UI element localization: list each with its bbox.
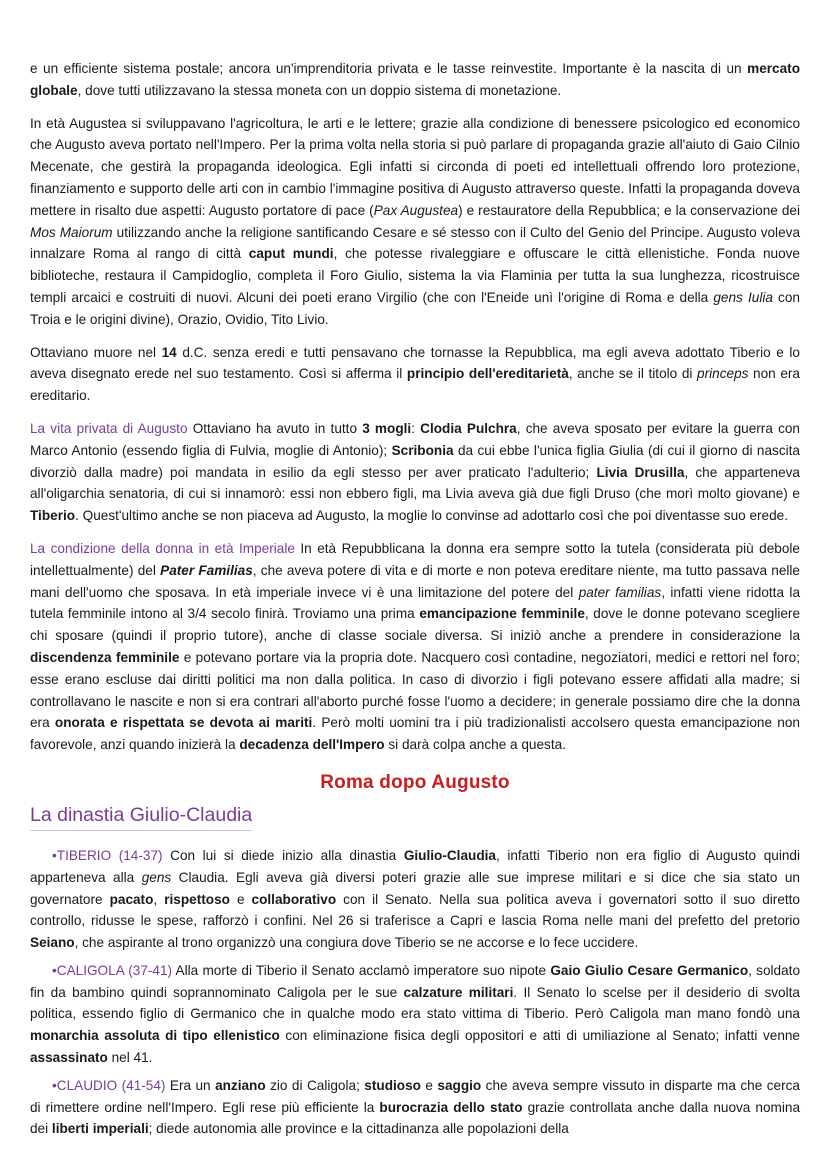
text-run: con il Senato. Nella sua politica aveva i governatori sotto il suo diretto controllo, ridusse le spese, rafforzò i confini. Nel 26 si traferisce a Capri e lascia Roma nelle mani del prefetto del pretorio	[30, 891, 800, 929]
text-run: . Però molti uomini tra i più tradizionalisti accolsero questa emancipazione non favorevole, anzi quando inizierà la	[30, 715, 800, 753]
text-run: , che apparteneva all'oligarchia senatoria, di cui si innamorò: essi non ebbero figli, ma Livia aveva già due figli Druso (che morì molto giovane) e	[30, 464, 800, 502]
text-run: ) e restauratore della Repubblica; e la conservazione dei	[458, 202, 800, 218]
paragraph-women-condition	[30, 538, 800, 756]
bold-term: decadenza dell'Impero	[239, 737, 385, 753]
text-run: , che potesse rivaleggiare e offuscare le città ellenistiche. Fonda nuove biblioteche, restaura il Campidoglio, completa il Foro Giulio, sistema la via Flaminia per tutta la sua lunghezza, ricostruisce templi arcaici e costruiti di nuovi. Alcuni dei poeti erano Virgilio (che con l'Eneide unì l'origine di Roma e della	[30, 246, 800, 305]
colored-label: •TIBERIO (14-37)	[52, 847, 163, 863]
text-run: ,	[153, 891, 165, 907]
text-run: , soldato fin da bambino quindi soprannominato Caligola per le sue	[30, 962, 801, 1000]
text-run: con eliminazione fisica degli oppositori e atti di umiliazione al Senato; infatti venne	[279, 1028, 800, 1044]
bold-term: monarchia assoluta di tipo ellenistico	[30, 1028, 280, 1044]
text-run: nel 41.	[107, 1050, 153, 1066]
list-item-claudio	[30, 1075, 800, 1140]
bold-term: Scribonia	[391, 442, 454, 458]
subsection-heading: La dinastia Giulio-Claudia	[30, 804, 252, 831]
text-run: , dove tutti utilizzavano la stessa moneta con un doppio sistema di monetazione.	[77, 82, 562, 98]
text-run: zio di Caligola;	[265, 1077, 365, 1093]
list-item-caligola	[30, 960, 800, 1069]
colored-label: La vita privata di Augusto	[30, 420, 188, 436]
italic-term: Pax Augustea	[373, 202, 459, 218]
text-run: , che aspirante al trono organizzò una congiura dove Tiberio se ne accorse e lo fece uccidere.	[74, 935, 639, 951]
bold-term: calzature militari	[403, 984, 514, 1000]
text-run: , infatti viene ridotta la tutela femminile intono al 3/4 secolo finirà. Troviamo una prima	[30, 584, 801, 622]
text-run: con Troia e le origini divine), Orazio, Ovidio, Tito Livio.	[30, 289, 800, 327]
text-run: che aveva sempre vissuto in disparte ma che cerca di rimettere ordine nell'Impero. Egli rese più efficiente la	[30, 1077, 800, 1115]
list-item-tiberio	[30, 845, 800, 954]
text-run: e un efficiente sistema postale; ancora un'imprenditoria privata e le tasse reinvestite. Importante è la nascita di un	[30, 61, 748, 76]
bold-term: Tiberio	[30, 508, 76, 524]
text-run: si darà colpa anche a questa.	[384, 737, 566, 753]
text-run: , infatti Tiberio non era figlio di Augusto quindi apparteneva alla	[30, 847, 800, 885]
bold-term: 3 mogli	[362, 420, 412, 436]
text-run: , anche se il titolo di	[568, 366, 698, 382]
text-run: d.C. senza eredi e tutti pensavano che tornasse la Repubblica, ma egli aveva adottato Tiberio e lo aveva disegnato erede nel suo testamento. Così si afferma il	[30, 344, 800, 382]
colored-label: •CLAUDIO (41-54)	[52, 1077, 166, 1093]
bold-term: Giulio-Claudia	[403, 847, 496, 863]
bold-term: mercato globale	[30, 61, 800, 98]
bold-term: rispettoso	[164, 891, 230, 907]
bold-term: Gaio Giulio Cesare Germanico	[550, 962, 749, 978]
text-run: Ottaviano ha avuto in tutto	[187, 420, 363, 436]
italic-term: Mos Maiorum	[30, 224, 113, 240]
text-run: Claudia. Egli aveva già diversi poteri grazie alle sue imprese militari e si dice che sia stato un governatore	[30, 869, 800, 907]
document-page	[30, 58, 800, 1146]
bold-term: discendenza femminile	[30, 649, 180, 665]
bold-term: assassinato	[30, 1050, 108, 1066]
bold-term: caput mundi	[248, 246, 334, 262]
text-run: e potevano portare via la propria dote. Nacquero così contadine, negoziatori, medici e rettori nel foro; esse erano escluse dai diritti politici ma non dalla politica. In caso di divorzio i figli potevano essere affidati alla madre; si controllavano le nascite e non si era contrari all'aborto purché fosse l'uomo a decidere; in generale possiamo dire che la donna era	[30, 649, 800, 731]
bold-term: pacato	[109, 891, 154, 907]
bold-term: emancipazione femminile	[419, 606, 585, 622]
colored-label: La condizione della donna in età Imperiale	[30, 540, 295, 556]
paragraph-succession	[30, 342, 800, 407]
section-heading: Roma dopo Augusto	[320, 771, 510, 793]
italic-term: princeps	[697, 366, 749, 382]
bold-term: Clodia Pulchra	[420, 420, 517, 436]
text-run: utilizzando anche la religione santificando Cesare e sé stesso con il Culto del Genio del Principe. Augusto voleva innalzare Roma al rango di città	[30, 224, 800, 262]
text-run: e	[229, 891, 252, 907]
bold-term: burocrazia dello stato	[379, 1099, 523, 1115]
text-run: da cui ebbe l'unica figlia Giulia (di cui il giorno di nascita divorziò dalla madre) poi mandata in esilio da egli stesso per aver praticato l'adulterio;	[30, 442, 800, 480]
bold-term: Seiano	[30, 935, 75, 951]
bold-term: principio dell'ereditarietà	[406, 366, 569, 382]
text-run: non era ereditario.	[30, 366, 800, 404]
italic-term: gens	[141, 869, 172, 885]
text-run: Ottaviano muore nel	[30, 344, 162, 360]
paragraph-private-life	[30, 418, 800, 527]
text-run: In età Repubblicana la donna era sempre sotto la tutela (considerata più debole intellettualmente) del	[30, 540, 800, 578]
italic-term: gens Iulia	[713, 289, 773, 305]
italic-term: pater familias	[578, 584, 662, 600]
bold-term: onorata e rispettata se devota ai mariti	[54, 715, 313, 731]
text-run: ; diede autonomia alle province e la cittadinanza alle popolazioni della	[148, 1121, 569, 1137]
bold-term: Pater Familias	[160, 562, 253, 578]
text-run: In età Augustea si sviluppavano l'agricoltura, le arti e le lettere; grazie alla condizione di benessere psicologico ed economico che Augusto aveva portato nell'Impero. Per la prima volta nella storia si può parlare di propaganda grazie all'aiuto di Gaio Cilnio Mecenate, che gestirà la propaganda ideologica. Egli infatti si circonda di poeti ed intellettuali offrendo loro protezione, finanziamento e supporto delle arti con in cambio l'immagine positiva di Augusto attraverso queste. Infatti la propaganda doveva mettere in risalto due aspetti: Augusto portatore di pace (	[30, 115, 800, 218]
bold-term: liberti imperiali	[51, 1121, 149, 1137]
paragraph-augustan-age	[30, 113, 800, 331]
text-run: Con lui si diede inizio alla dinastia	[162, 847, 404, 863]
bold-term: anziano	[215, 1077, 266, 1093]
text-run: Era un	[165, 1077, 216, 1093]
text-run: , che aveva potere di vita e di morte e non poteva ereditare niente, ma tutto passava nelle mani dell'uomo che sposava. In età imperiale invece vi è una limitazione del potere del	[30, 562, 800, 600]
text-run: , dove le donne potevano scegliere chi sposare (quindi il proprio tutore), anche di classe sociale diversa. Si iniziò anche a prendere in considerazione la	[30, 606, 801, 644]
text-run: :	[411, 420, 421, 436]
bold-term: Livia Drusilla	[596, 464, 685, 480]
text-run: . Il Senato lo scelse per il desiderio di svolta politica, essendo figlio di Germanico che in qualche modo era stato vittima di Tiberio. Però Caligola man mano fondò una	[30, 984, 800, 1022]
bold-term: studioso	[364, 1077, 421, 1093]
bold-term: collaborativo	[251, 891, 337, 907]
text-run: grazie controllata anche dalla nuova nomina dei	[30, 1099, 801, 1137]
text-run: Alla morte di Tiberio il Senato acclamò imperatore suo nipote	[172, 962, 551, 978]
paragraph-economy	[30, 58, 800, 102]
colored-label: •CALIGOLA (37-41)	[52, 962, 173, 978]
text-run: , che aveva sposato per evitare la guerra con Marco Antonio (essendo figlia di Fulvia, moglie di Antonio);	[30, 420, 800, 458]
bold-term: saggio	[437, 1077, 482, 1093]
text-run: e	[420, 1077, 438, 1093]
text-run: . Quest'ultimo anche se non piaceva ad Augusto, la moglie lo convinse ad adottarlo così che poi diventasse suo erede.	[75, 508, 789, 524]
bold-term: 14	[161, 344, 177, 360]
